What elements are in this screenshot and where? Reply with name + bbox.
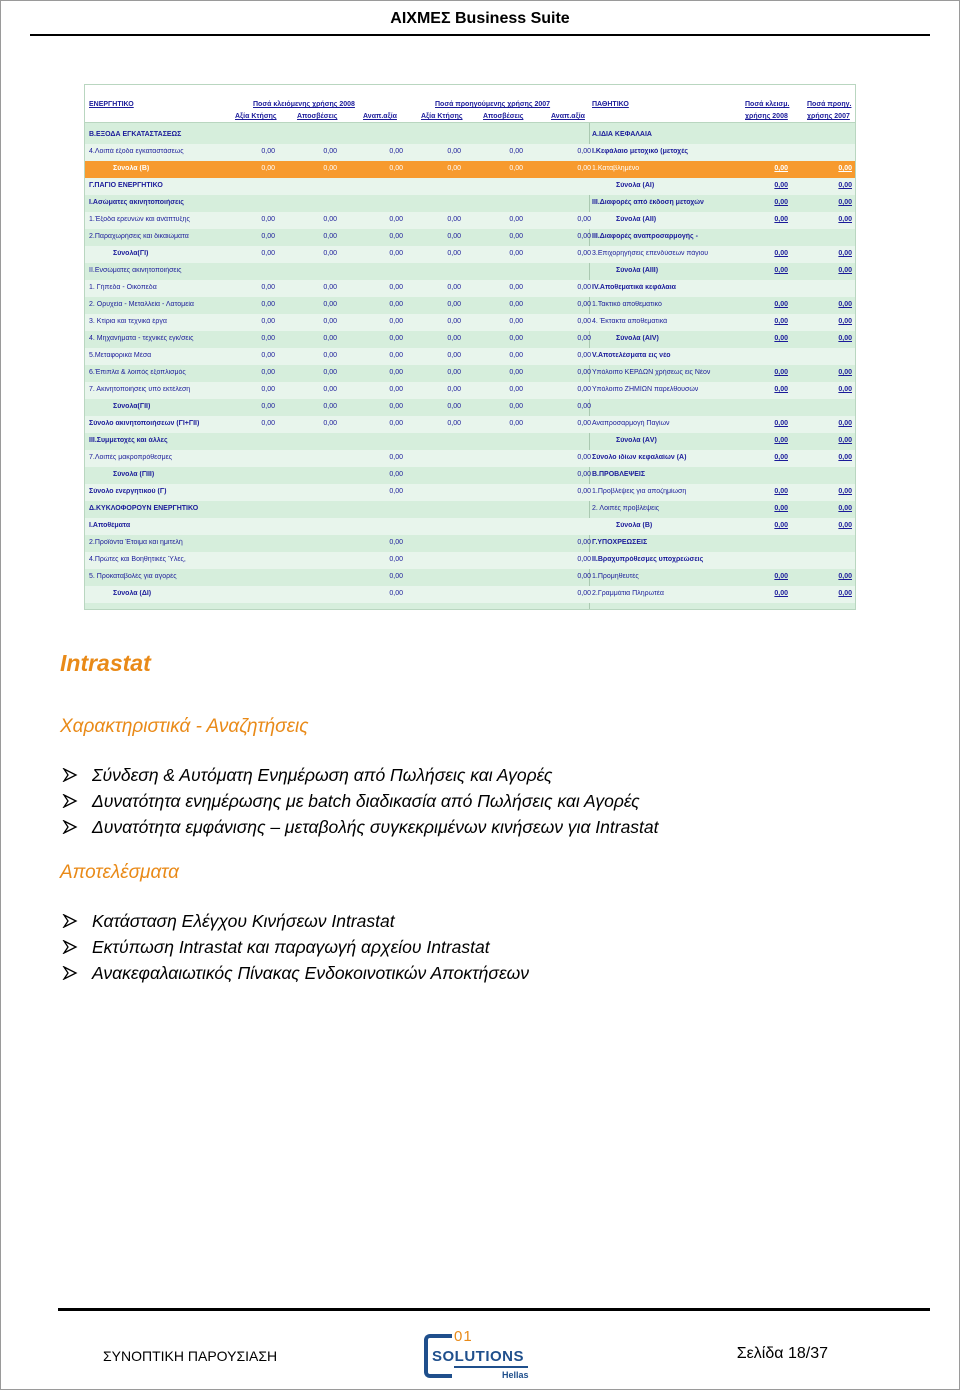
row-value: 0,00 (389, 471, 403, 478)
r-prev-header: Ποσά προηγ. (807, 101, 852, 108)
table-row (85, 263, 855, 280)
row-value: 0,00 (577, 148, 591, 155)
row-right-label: 1.Προμηθευτές (592, 573, 639, 580)
row-value: 0,00 (261, 386, 275, 393)
depr2-header: Αποσβέσεις (483, 113, 524, 120)
row-right-label: Ι.Κεφάλαιο μετοχικό (μετοχές (592, 148, 688, 155)
row-value: 0,00 (509, 284, 523, 291)
row-value: 0,00 (577, 301, 591, 308)
row-value: 0,00 (389, 250, 403, 257)
row-right-value: 0,00 (838, 505, 852, 512)
row-right-value: 0,00 (838, 165, 852, 172)
result-text: Κατάσταση Ελέγχου Κινήσεων Intrastat (92, 911, 395, 931)
row-value: 0,00 (577, 335, 591, 342)
assets-title: ΕΝΕΡΓΗΤΙΚΟ (89, 101, 134, 108)
row-value: 0,00 (509, 148, 523, 155)
row-value: 0,00 (577, 590, 591, 597)
row-label: Σύνολα(ΓΙΙ) (113, 403, 151, 410)
row-right-label: Β.ΠΡΟΒΛΕΨΕΙΣ (592, 471, 646, 478)
row-right-value: 0,00 (838, 301, 852, 308)
row-value: 0,00 (447, 250, 461, 257)
row-right-label: Σύνολα (Β) (616, 522, 653, 529)
row-value: 0,00 (389, 556, 403, 563)
row-value: 0,00 (447, 165, 461, 172)
row-label: 2.Προϊόντα Έτοιμα και ημιτελή (89, 539, 183, 546)
row-value: 0,00 (577, 488, 591, 495)
row-right-value: 0,00 (774, 522, 788, 529)
table-row (85, 450, 855, 467)
row-label: Σύνολα (ΔΙ) (113, 590, 152, 597)
row-label: 1.Έξοδα ερευνών και ανάπτυξης (89, 216, 190, 223)
row-value: 0,00 (389, 233, 403, 240)
feature-text: Δυνατότητα εμφάνισης – μεταβολής συγκεκριμένων κινήσεων για Intrastat (92, 817, 659, 837)
table-row (85, 586, 855, 603)
row-label: 2. Ορυχεία - Μεταλλεία - Λατομεία (89, 301, 194, 308)
results-title: Αποτελέσματα (60, 862, 179, 883)
arrow-bullet-icon (62, 820, 78, 834)
liabilities-title: ΠΑΘΗΤΙΚΟ (592, 101, 629, 108)
row-value: 0,00 (261, 233, 275, 240)
row-value: 0,00 (577, 420, 591, 427)
row-right-label: 1.Τακτικό αποθεματικό (592, 301, 662, 308)
row-value: 0,00 (577, 556, 591, 563)
row-right-label: Γ.ΥΠΟΧΡΕΩΣΕΙΣ (592, 539, 648, 546)
table-row (85, 314, 855, 331)
row-value: 0,00 (389, 386, 403, 393)
row-value: 0,00 (509, 386, 523, 393)
row-value: 0,00 (447, 352, 461, 359)
results-list (60, 908, 529, 986)
row-right-value: 0,00 (774, 369, 788, 376)
row-value: 0,00 (577, 403, 591, 410)
row-right-value: 0,00 (774, 488, 788, 495)
table-row (85, 535, 855, 552)
list-item (60, 762, 659, 788)
row-right-value: 0,00 (838, 437, 852, 444)
row-value: 0,00 (323, 335, 337, 342)
row-value: 0,00 (577, 539, 591, 546)
footer-left-text: ΣΥΝΟΠΤΙΚΗ ΠΑΡΟΥΣΙΑΣΗ (103, 1348, 278, 1364)
row-right-value: 0,00 (838, 488, 852, 495)
row-right-value: 0,00 (774, 301, 788, 308)
row-right-label: Α.ΙΔΙΑ ΚΕΦΑΛΑΙΑ (592, 131, 652, 138)
row-right-value: 0,00 (838, 318, 852, 325)
row-right-value: 0,00 (774, 165, 788, 172)
table-row (85, 348, 855, 365)
row-value: 0,00 (389, 420, 403, 427)
row-value: 0,00 (509, 318, 523, 325)
row-right-value: 0,00 (838, 454, 852, 461)
footer-rule (58, 1308, 930, 1311)
feature-text: Δυνατότητα ενημέρωσης με batch διαδικασία από Πωλήσεις και Αγορές (92, 791, 640, 811)
row-value: 0,00 (577, 454, 591, 461)
row-value: 0,00 (447, 216, 461, 223)
row-label: 6.Έπιπλα & λοιπός εξοπλισμός (89, 369, 186, 376)
table-row (85, 433, 855, 450)
row-value: 0,00 (577, 369, 591, 376)
row-value: 0,00 (389, 403, 403, 410)
arrow-bullet-icon (62, 940, 78, 954)
row-label: ΙΙ.Ενσώματες ακινητοποιήσεις (89, 267, 182, 274)
row-value: 0,00 (389, 454, 403, 461)
row-label: Σύνολο ακινητοποιήσεων (ΓΙ+ΓΙΙ) (89, 420, 200, 427)
row-value: 0,00 (509, 165, 523, 172)
table-row (85, 161, 855, 178)
arrow-bullet-icon (62, 914, 78, 928)
row-right-value: 0,00 (774, 573, 788, 580)
row-right-label: 1.Καταβλημένο (592, 165, 640, 172)
section-title: Intrastat (60, 650, 151, 676)
row-label: 4. Μηχανήματα - τεχνικές εγκ/σεις (89, 335, 194, 342)
row-value: 0,00 (447, 318, 461, 325)
row-label: Δ.ΚΥΚΛΟΦΟΡΟΥΝ ΕΝΕΡΓΗΤΙΚΟ (89, 505, 199, 512)
row-right-label: Σύνολα (ΑV) (616, 437, 657, 444)
row-label: Σύνολα(ΓΙ) (113, 250, 149, 257)
table-row (85, 127, 855, 144)
row-value: 0,00 (261, 335, 275, 342)
header-rule (30, 34, 930, 36)
row-right-label: Σύνολα (ΑΙΙΙ) (616, 267, 659, 274)
row-right-label: Σύνολα (ΑΙΙ) (616, 216, 657, 223)
row-value: 0,00 (323, 301, 337, 308)
row-label: Γ.ΠΑΓΙΟ ΕΝΕΡΓΗΤΙΚΟ (89, 182, 163, 189)
year-previous-header: Ποσά προηγούμενης χρήσης 2007 (435, 101, 551, 108)
row-value: 0,00 (509, 403, 523, 410)
row-right-label: 2. Λοιπές προβλέψεις (592, 505, 660, 512)
row-value: 0,00 (509, 352, 523, 359)
row-right-value: 0,00 (774, 505, 788, 512)
row-right-value: 0,00 (838, 369, 852, 376)
table-row (85, 501, 855, 518)
table-row (85, 212, 855, 229)
row-value: 0,00 (447, 369, 461, 376)
row-value: 0,00 (509, 420, 523, 427)
row-value: 0,00 (389, 335, 403, 342)
row-label: Ι.Ασώματες ακινητοποιήσεις (89, 199, 184, 206)
row-right-label: 2.Γραμμάτια Πληρωτέα (592, 590, 664, 597)
row-right-value: 0,00 (838, 250, 852, 257)
page-header (0, 0, 960, 40)
row-right-value: 0,00 (838, 590, 852, 597)
balance-sheet-screenshot (84, 84, 856, 610)
company-logo (424, 1328, 534, 1384)
row-right-label: 3.Επιχορηγήσεις επενδύσεων πάγιου (592, 250, 709, 257)
row-value: 0,00 (261, 420, 275, 427)
document-title: ΑΙΧΜΕΣ Business Suite (390, 10, 570, 27)
row-value: 0,00 (389, 539, 403, 546)
row-label: 3. Κτίρια και τεχνικά έργα (89, 318, 167, 325)
list-item (60, 908, 529, 934)
row-label: Β.ΕΞΟΔΑ ΕΓΚΑΤΑΣΤΑΣΕΩΣ (89, 131, 182, 138)
row-value: 0,00 (261, 352, 275, 359)
r-curr2-header: χρήσης 2008 (745, 113, 788, 120)
row-label: Σύνολο ενεργητικού (Γ) (89, 488, 167, 495)
features-list (60, 762, 659, 840)
row-right-value: 0,00 (774, 216, 788, 223)
year-current-header: Ποσά κλειόμενης χρήσης 2008 (253, 101, 355, 108)
row-right-label: V.Αποτελέσματα εις νέο (592, 352, 671, 359)
row-label: 1. Γήπεδα - Οικόπεδα (89, 284, 157, 291)
row-right-label: 4. Έκτακτα αποθεματικά (592, 318, 668, 325)
row-value: 0,00 (323, 352, 337, 359)
row-label: 4.Πρώτες και Βοηθητικές Ύλες, (89, 556, 186, 563)
acq-header: Αξία Κτήσης (235, 113, 277, 120)
row-right-value: 0,00 (838, 267, 852, 274)
row-right-label: Αναπροσαρμογή Παγίων (592, 420, 670, 427)
row-value: 0,00 (261, 216, 275, 223)
arrow-bullet-icon (62, 966, 78, 980)
row-value: 0,00 (577, 284, 591, 291)
row-right-value: 0,00 (774, 437, 788, 444)
row-right-label: ΙΙΙ.Διαφορές αναπροσαρμογής - (592, 233, 698, 240)
row-value: 0,00 (389, 352, 403, 359)
table-row (85, 229, 855, 246)
row-right-value: 0,00 (838, 199, 852, 206)
row-value: 0,00 (447, 148, 461, 155)
table-row (85, 365, 855, 382)
table-row (85, 399, 855, 416)
acq2-header: Αξία Κτήσης (421, 113, 463, 120)
row-right-label: IV.Αποθεματικά κεφάλαια (592, 284, 676, 291)
row-right-value: 0,00 (774, 590, 788, 597)
row-label: 7. Ακινητοποιήσεις υπό εκτέλεση (89, 386, 191, 393)
row-value: 0,00 (509, 216, 523, 223)
row-value: 0,00 (389, 590, 403, 597)
row-value: 0,00 (447, 301, 461, 308)
row-value: 0,00 (323, 420, 337, 427)
row-value: 0,00 (323, 233, 337, 240)
row-label: ΙΙΙ.Συμμετοχές και άλλες (89, 437, 168, 444)
row-value: 0,00 (577, 216, 591, 223)
r-prev2-header: χρήσης 2007 (807, 113, 850, 120)
table-row (85, 280, 855, 297)
table-row (85, 552, 855, 569)
row-value: 0,00 (389, 284, 403, 291)
list-item (60, 934, 529, 960)
row-right-value: 0,00 (838, 335, 852, 342)
row-right-value: 0,00 (774, 199, 788, 206)
row-value: 0,00 (389, 301, 403, 308)
row-value: 0,00 (509, 335, 523, 342)
row-value: 0,00 (261, 318, 275, 325)
row-right-value: 0,00 (774, 250, 788, 257)
depr-header: Αποσβέσεις (297, 113, 338, 120)
row-right-value: 0,00 (838, 573, 852, 580)
table-row (85, 178, 855, 195)
row-label: 7.Λοιπές μακροπρόθεσμες (89, 454, 173, 461)
row-right-value: 0,00 (838, 182, 852, 189)
row-value: 0,00 (389, 165, 403, 172)
row-right-label: Σύνολα (ΑΙV) (616, 335, 659, 342)
row-value: 0,00 (577, 250, 591, 257)
row-right-label: 1.Προβλέψεις για αποζημίωση (592, 488, 687, 495)
table-row (85, 382, 855, 399)
row-value: 0,00 (509, 233, 523, 240)
list-item (60, 814, 659, 840)
r-curr-header: Ποσά κλεισμ. (745, 101, 790, 108)
logo-sub: Hellas (502, 1370, 529, 1380)
row-right-value: 0,00 (838, 522, 852, 529)
result-text: Ανακεφαλαιωτικός Πίνακας Ενδοκοινοτικών Αποκτήσεων (92, 963, 530, 983)
arrow-bullet-icon (62, 794, 78, 808)
row-value: 0,00 (323, 403, 337, 410)
logo-number: 01 (454, 1328, 473, 1345)
row-value: 0,00 (577, 573, 591, 580)
row-value: 0,00 (261, 403, 275, 410)
row-label: 2.Παραχωρήσεις και δικαιώματα (89, 233, 189, 240)
row-value: 0,00 (509, 301, 523, 308)
table-row (85, 144, 855, 161)
table-row (85, 484, 855, 501)
row-value: 0,00 (577, 471, 591, 478)
net2-header: Αναπ.αξία (551, 113, 585, 120)
row-value: 0,00 (509, 369, 523, 376)
row-value: 0,00 (447, 284, 461, 291)
row-right-label: Υπόλοιπο ΖΗΜΙΩΝ παρελθουσών (592, 386, 699, 393)
row-right-value: 0,00 (838, 420, 852, 427)
row-value: 0,00 (577, 386, 591, 393)
row-right-value: 0,00 (838, 216, 852, 223)
row-label: Σύνολα (Β) (113, 165, 150, 172)
row-value: 0,00 (509, 250, 523, 257)
table-row (85, 416, 855, 433)
row-value: 0,00 (261, 284, 275, 291)
row-value: 0,00 (323, 284, 337, 291)
row-value: 0,00 (323, 318, 337, 325)
row-value: 0,00 (577, 318, 591, 325)
row-right-value: 0,00 (774, 267, 788, 274)
row-right-label: Υπόλοιπο ΚΕΡΔΩΝ χρήσεως εις Νέον (592, 369, 711, 376)
row-value: 0,00 (261, 369, 275, 376)
row-value: 0,00 (323, 369, 337, 376)
row-value: 0,00 (261, 165, 275, 172)
row-right-label: Σύνολα (ΑΙ) (616, 182, 655, 189)
row-right-label: ΙΙΙ.Διαφορές από έκδοση μετοχών (592, 199, 704, 206)
row-right-value: 0,00 (774, 318, 788, 325)
row-value: 0,00 (577, 233, 591, 240)
row-right-label: Σύνολο ιδίων κεφαλαίων (Α) (592, 454, 687, 461)
row-value: 0,00 (389, 369, 403, 376)
row-value: 0,00 (323, 386, 337, 393)
feature-text: Σύνδεση & Αυτόματη Ενημέρωση από Πωλήσεις και Αγορές (92, 765, 553, 785)
table-row (85, 195, 855, 212)
row-label: 4.Λοιπά έξοδα εγκαταστάσεως (89, 148, 184, 155)
row-right-value: 0,00 (774, 386, 788, 393)
row-value: 0,00 (323, 250, 337, 257)
table-row (85, 331, 855, 348)
logo-line (454, 1366, 528, 1368)
row-right-value: 0,00 (774, 420, 788, 427)
row-value: 0,00 (447, 335, 461, 342)
list-item (60, 788, 659, 814)
row-value: 0,00 (389, 216, 403, 223)
row-value: 0,00 (447, 386, 461, 393)
table-row (85, 297, 855, 314)
row-value: 0,00 (389, 318, 403, 325)
row-value: 0,00 (261, 250, 275, 257)
row-value: 0,00 (261, 301, 275, 308)
row-label: Σύνολα (ΓΙΙΙ) (113, 471, 155, 478)
row-value: 0,00 (577, 352, 591, 359)
row-value: 0,00 (323, 165, 337, 172)
row-value: 0,00 (389, 573, 403, 580)
result-text: Εκτύπωση Intrastat και παραγωγή αρχείου Intrastat (92, 937, 490, 957)
row-value: 0,00 (389, 148, 403, 155)
row-value: 0,00 (447, 233, 461, 240)
row-value: 0,00 (323, 216, 337, 223)
row-value: 0,00 (389, 488, 403, 495)
logo-brand: SOLUTIONS (432, 1348, 525, 1365)
row-value: 0,00 (447, 403, 461, 410)
page-number: Σελίδα 18/37 (736, 1345, 828, 1362)
table-row (85, 246, 855, 263)
row-right-value: 0,00 (774, 454, 788, 461)
features-title: Χαρακτηριστικά - Αναζητήσεις (60, 716, 309, 737)
net-header: Αναπ.αξία (363, 113, 397, 120)
row-value: 0,00 (261, 148, 275, 155)
table-row (85, 518, 855, 535)
row-label: Ι.Αποθέματα (89, 522, 131, 529)
row-label: 5.Μεταφορικά Μέσα (89, 352, 152, 359)
row-right-label: ΙΙ.Βραχυπρόθεσμες υποχρεώσεις (592, 556, 704, 563)
arrow-bullet-icon (62, 768, 78, 782)
row-right-value: 0,00 (774, 335, 788, 342)
row-value: 0,00 (323, 148, 337, 155)
table-row (85, 569, 855, 586)
row-value: 0,00 (577, 165, 591, 172)
table-row (85, 467, 855, 484)
row-right-value: 0,00 (774, 182, 788, 189)
row-value: 0,00 (447, 420, 461, 427)
row-label: 5. Προκαταβολές για αγορές (89, 573, 177, 580)
list-item (60, 960, 529, 986)
balance-sheet-header (85, 85, 855, 123)
row-right-value: 0,00 (838, 386, 852, 393)
